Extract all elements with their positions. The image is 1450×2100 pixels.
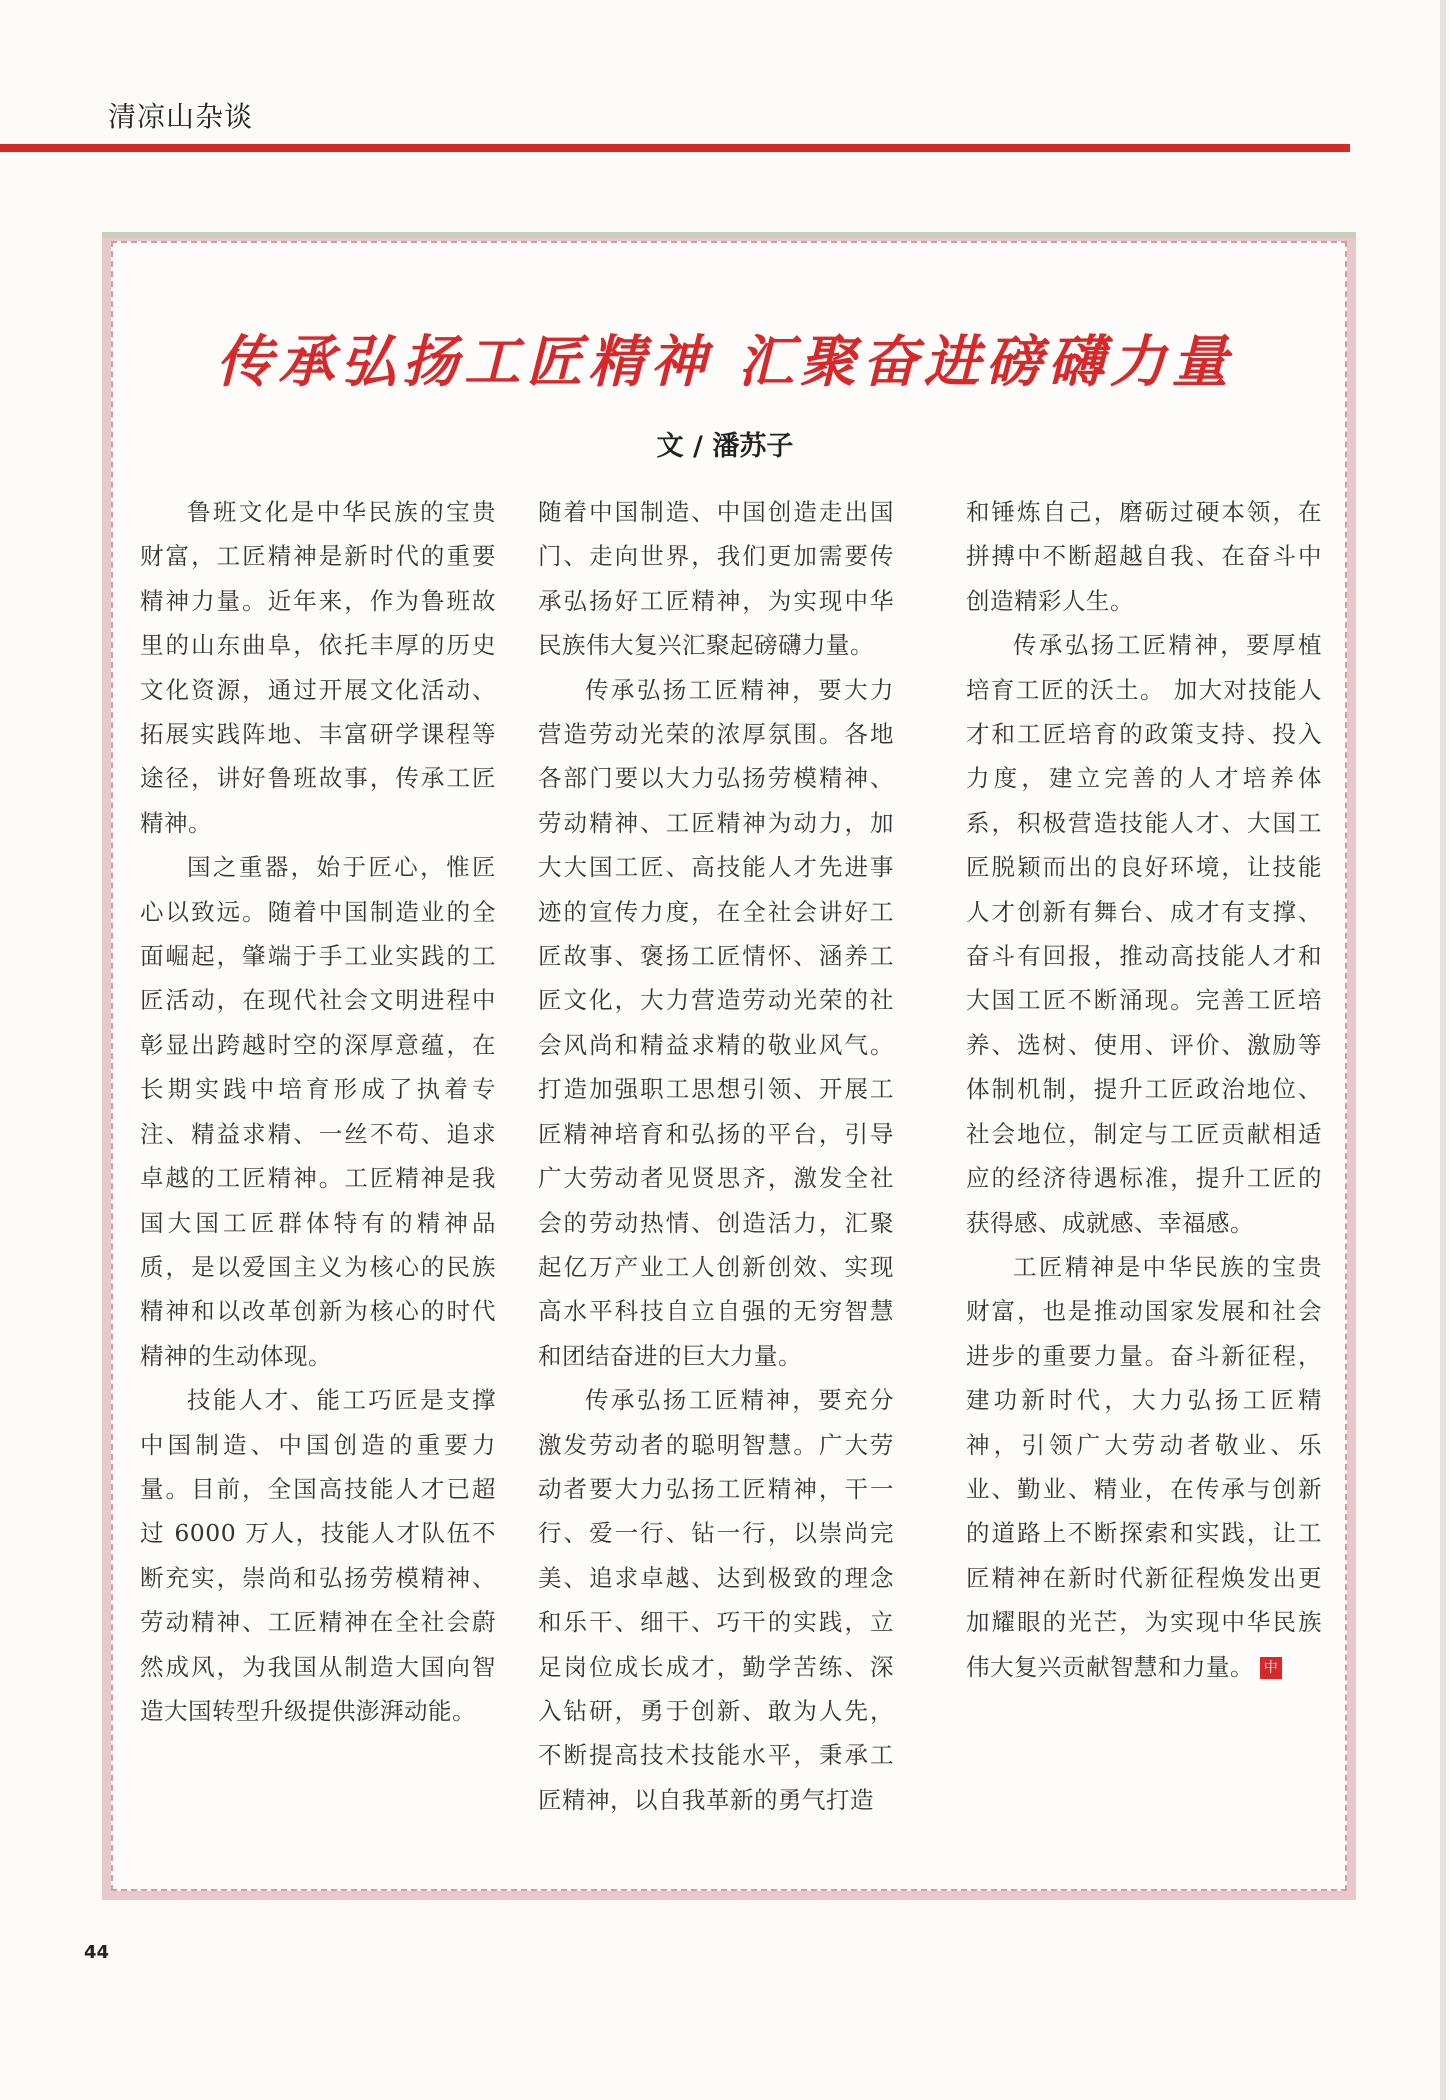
section-header: 清凉山杂谈 [108,100,254,133]
article-byline: 文 / 潘苏子 [656,431,794,462]
paragraph-text: 工匠精神是中华民族的宝贵财富，也是推动国家发展和社会进步的重要力量。奋斗新征程，建功新时代，大力弘扬工匠精神，引领广大劳动者敬业、乐业、勤业、精业，在传承与创新的道路上不断探索和实践，让工匠精神在新时代新征程焕发出更加耀眼的光芒，为实现中华民族伟大复兴贡献智慧和力量。 [966,1252,1322,1681]
paragraph: 传承弘扬工匠精神，要大力营造劳动光荣的浓厚氛围。各地各部门要以大力弘扬劳模精神、劳动精神、工匠精神为动力，加大大国工匠、高技能人才先进事迹的宣传力度，在全社会讲好工匠故事、褒扬工匠情怀、涵养工匠文化，大力营造劳动光荣的社会风尚和精益求精的敬业风气。打造加强职工思想引领、开展工匠精神培育和弘扬的平台，引导广大劳动者见贤思齐，激发全社会的劳动热情、创造活力，汇聚起亿万产业工人创新创效、实现高水平科技自立自强的无穷智慧和团结奋进的巨大力量。 [538,675,894,1370]
header-rule [0,144,1350,152]
page-edge [1440,0,1446,2100]
article-title: 传承弘扬工匠精神 汇聚奋进磅礴力量 [216,329,1234,395]
page-number: 44 [84,1942,110,1963]
end-mark-icon: 中 [1260,1657,1282,1679]
paragraph-continued: 随着中国制造、中国创造走出国门、走向世界，我们更加需要传承弘扬好工匠精神，为实现中华民族伟大复兴汇聚起磅礴力量。 [538,498,894,660]
paragraph: 传承弘扬工匠精神，要充分激发劳动者的聪明智慧。广大劳动者要大力弘扬工匠精神，干一行、爱一行、钻一行，以崇尚完美、追求卓越、达到极致的理念和乐干、细干、巧干的实践，立足岗位成长成才，勤学苦练、深入钻研，勇于创新、敢为人先，不断提高技术技能水平，秉承工匠精神，以自我革新的勇气打造 [538,1386,894,1814]
paragraph: 技能人才、能工巧匠是支撑中国制造、中国创造的重要力量。目前，全国高技能人才已超过 6000 万人，技能人才队伍不断充实，崇尚和弘扬劳模精神、劳动精神、工匠精神在全社会蔚然成风，为我国从制造大国向智造大国转型升级提供澎湃动能。 [140,1386,496,1725]
paragraph-continued: 和锤炼自己，磨砺过硬本领，在拼搏中不断超越自我、在奋斗中创造精彩人生。 [966,498,1322,615]
column-2 [538,490,894,1890]
paragraph: 传承弘扬工匠精神，要厚植培育工匠的沃土。 加大对技能人才和工匠培育的政策支持、投入力度，建立完善的人才培养体系，积极营造技能人才、大国工匠脱颖而出的良好环境，让技能人才创新有舞台、成才有支撑、奋斗有回报，推动高技能人才和大国工匠不断涌现。完善工匠培养、选树、使用、评价、激励等体制机制，提升工匠政治地位、社会地位，制定与工匠贡献相适应的经济待遇标准，提升工匠的获得感、成就感、幸福感。 [966,631,1322,1237]
column-3 [966,490,1322,1890]
paragraph: 国之重器，始于匠心，惟匠心以致远。随着中国制造业的全面崛起，肇端于手工业实践的工匠活动，在现代社会文明进程中彰显出跨越时空的深厚意蕴，在长期实践中培育形成了执着专注、精益求精、一丝不苟、追求卓越的工匠精神。工匠精神是我国大国工匠群体特有的精神品质，是以爱国主义为核心的民族精神和以改革创新为核心的时代精神的生动体现。 [140,853,496,1370]
paragraph: 鲁班文化是中华民族的宝贵财富，工匠精神是新时代的重要精神力量。近年来，作为鲁班故里的山东曲阜，依托丰厚的历史文化资源，通过开展文化活动、拓展实践阵地、丰富研学课程等途径，讲好鲁班故事，传承工匠精神。 [140,498,496,837]
paragraph [966,1245,1322,1689]
column-1 [140,490,496,1890]
frame-top-bar [102,232,1356,238]
